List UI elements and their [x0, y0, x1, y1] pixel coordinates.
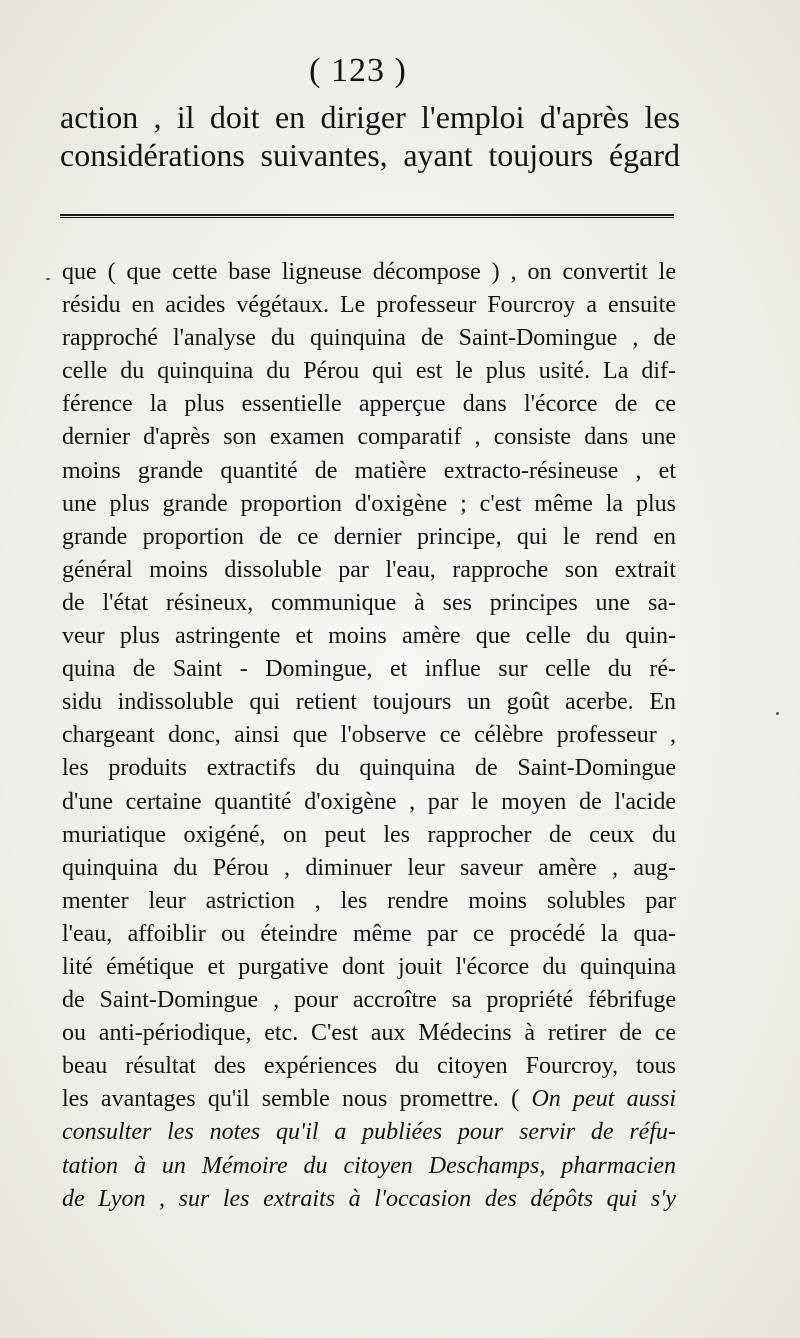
paper-speck [46, 278, 50, 280]
body-line: grande proportion de ce dernier principe, qui le rend en [62, 523, 676, 550]
body-line: de l'état résineux, communique à ses principes une sa- [62, 589, 676, 616]
body-line: quinquina du Pérou , diminuer leur saveur amère , aug- [62, 854, 676, 881]
body-line: menter leur astriction , les rendre moins solubles par [62, 887, 676, 914]
page-number: ( 123 ) [309, 52, 407, 89]
body-line: dernier d'après son examen comparatif , consiste dans une [62, 424, 676, 451]
header-paragraph [60, 98, 680, 174]
header-line: considérations suivantes, ayant toujours égard [60, 137, 680, 173]
body-line: lité émétique et purgative dont jouit l'écorce du quinquina [62, 953, 676, 980]
horizontal-rule [60, 214, 674, 218]
body-line: résidu en acides végétaux. Le professeur Fourcroy a ensuite [62, 292, 676, 319]
body-line: quina de Saint - Domingue, et influe sur celle du ré- [62, 656, 676, 683]
body-line: tation à un Mémoire du citoyen Deschamps, pharmacien [62, 1152, 676, 1179]
body-line: veur plus astringente et moins amère que celle du quin- [62, 623, 676, 650]
body-line: muriatique oxigéné, on peut les rapprocher de ceux du [62, 821, 676, 848]
body-line: chargeant donc, ainsi que l'observe ce célèbre professeur , [62, 722, 676, 749]
body-line: celle du quinquina du Pérou qui est le plus usité. La dif- [62, 358, 676, 385]
body-line: rapproché l'analyse du quinquina de Saint-Domingue , de [62, 325, 676, 352]
body-line: ou anti-périodique, etc. C'est aux Médecins à retirer de ce [62, 1020, 676, 1047]
body-line: moins grande quantité de matière extracto-résineuse , et [62, 457, 676, 484]
body-line: d'une certaine quantité d'oxigène , par le moyen de l'acide [62, 788, 676, 815]
body-line: de Saint-Domingue , pour accroître sa propriété fébrifuge [62, 987, 676, 1014]
body-line [62, 1083, 676, 1116]
body-paragraph [62, 256, 676, 1216]
paper-speck [776, 712, 779, 715]
body-line: sidu indissoluble qui retient toujours un goût acerbe. En [62, 689, 676, 716]
italic-run: On peut aussi [531, 1086, 676, 1113]
body-line: férence la plus essentielle apperçue dans l'écorce de ce [62, 391, 676, 418]
roman-run: les avantages qu'il semble nous promettre. ( [62, 1086, 532, 1113]
body-line: de Lyon , sur les extraits à l'occasion des dépôts qui s'y [62, 1185, 676, 1212]
body-line: que ( que cette base ligneuse décompose ) , on convertit le [62, 259, 676, 285]
body-line: les produits extractifs du quinquina de Saint-Domingue [62, 755, 676, 782]
body-line: général moins dissoluble par l'eau, rapproche son extrait [62, 556, 676, 583]
body-line: une plus grande proportion d'oxigène ; c'est même la plus [62, 490, 676, 517]
body-line: beau résultat des expériences du citoyen Fourcroy, tous [62, 1053, 676, 1080]
body-line: consulter les notes qu'il a publiées pour servir de réfu- [62, 1119, 676, 1146]
header-line: action , il doit en diriger l'emploi d'après les [60, 99, 680, 135]
body-line: l'eau, affoiblir ou éteindre même par ce procédé la qua- [62, 920, 676, 947]
